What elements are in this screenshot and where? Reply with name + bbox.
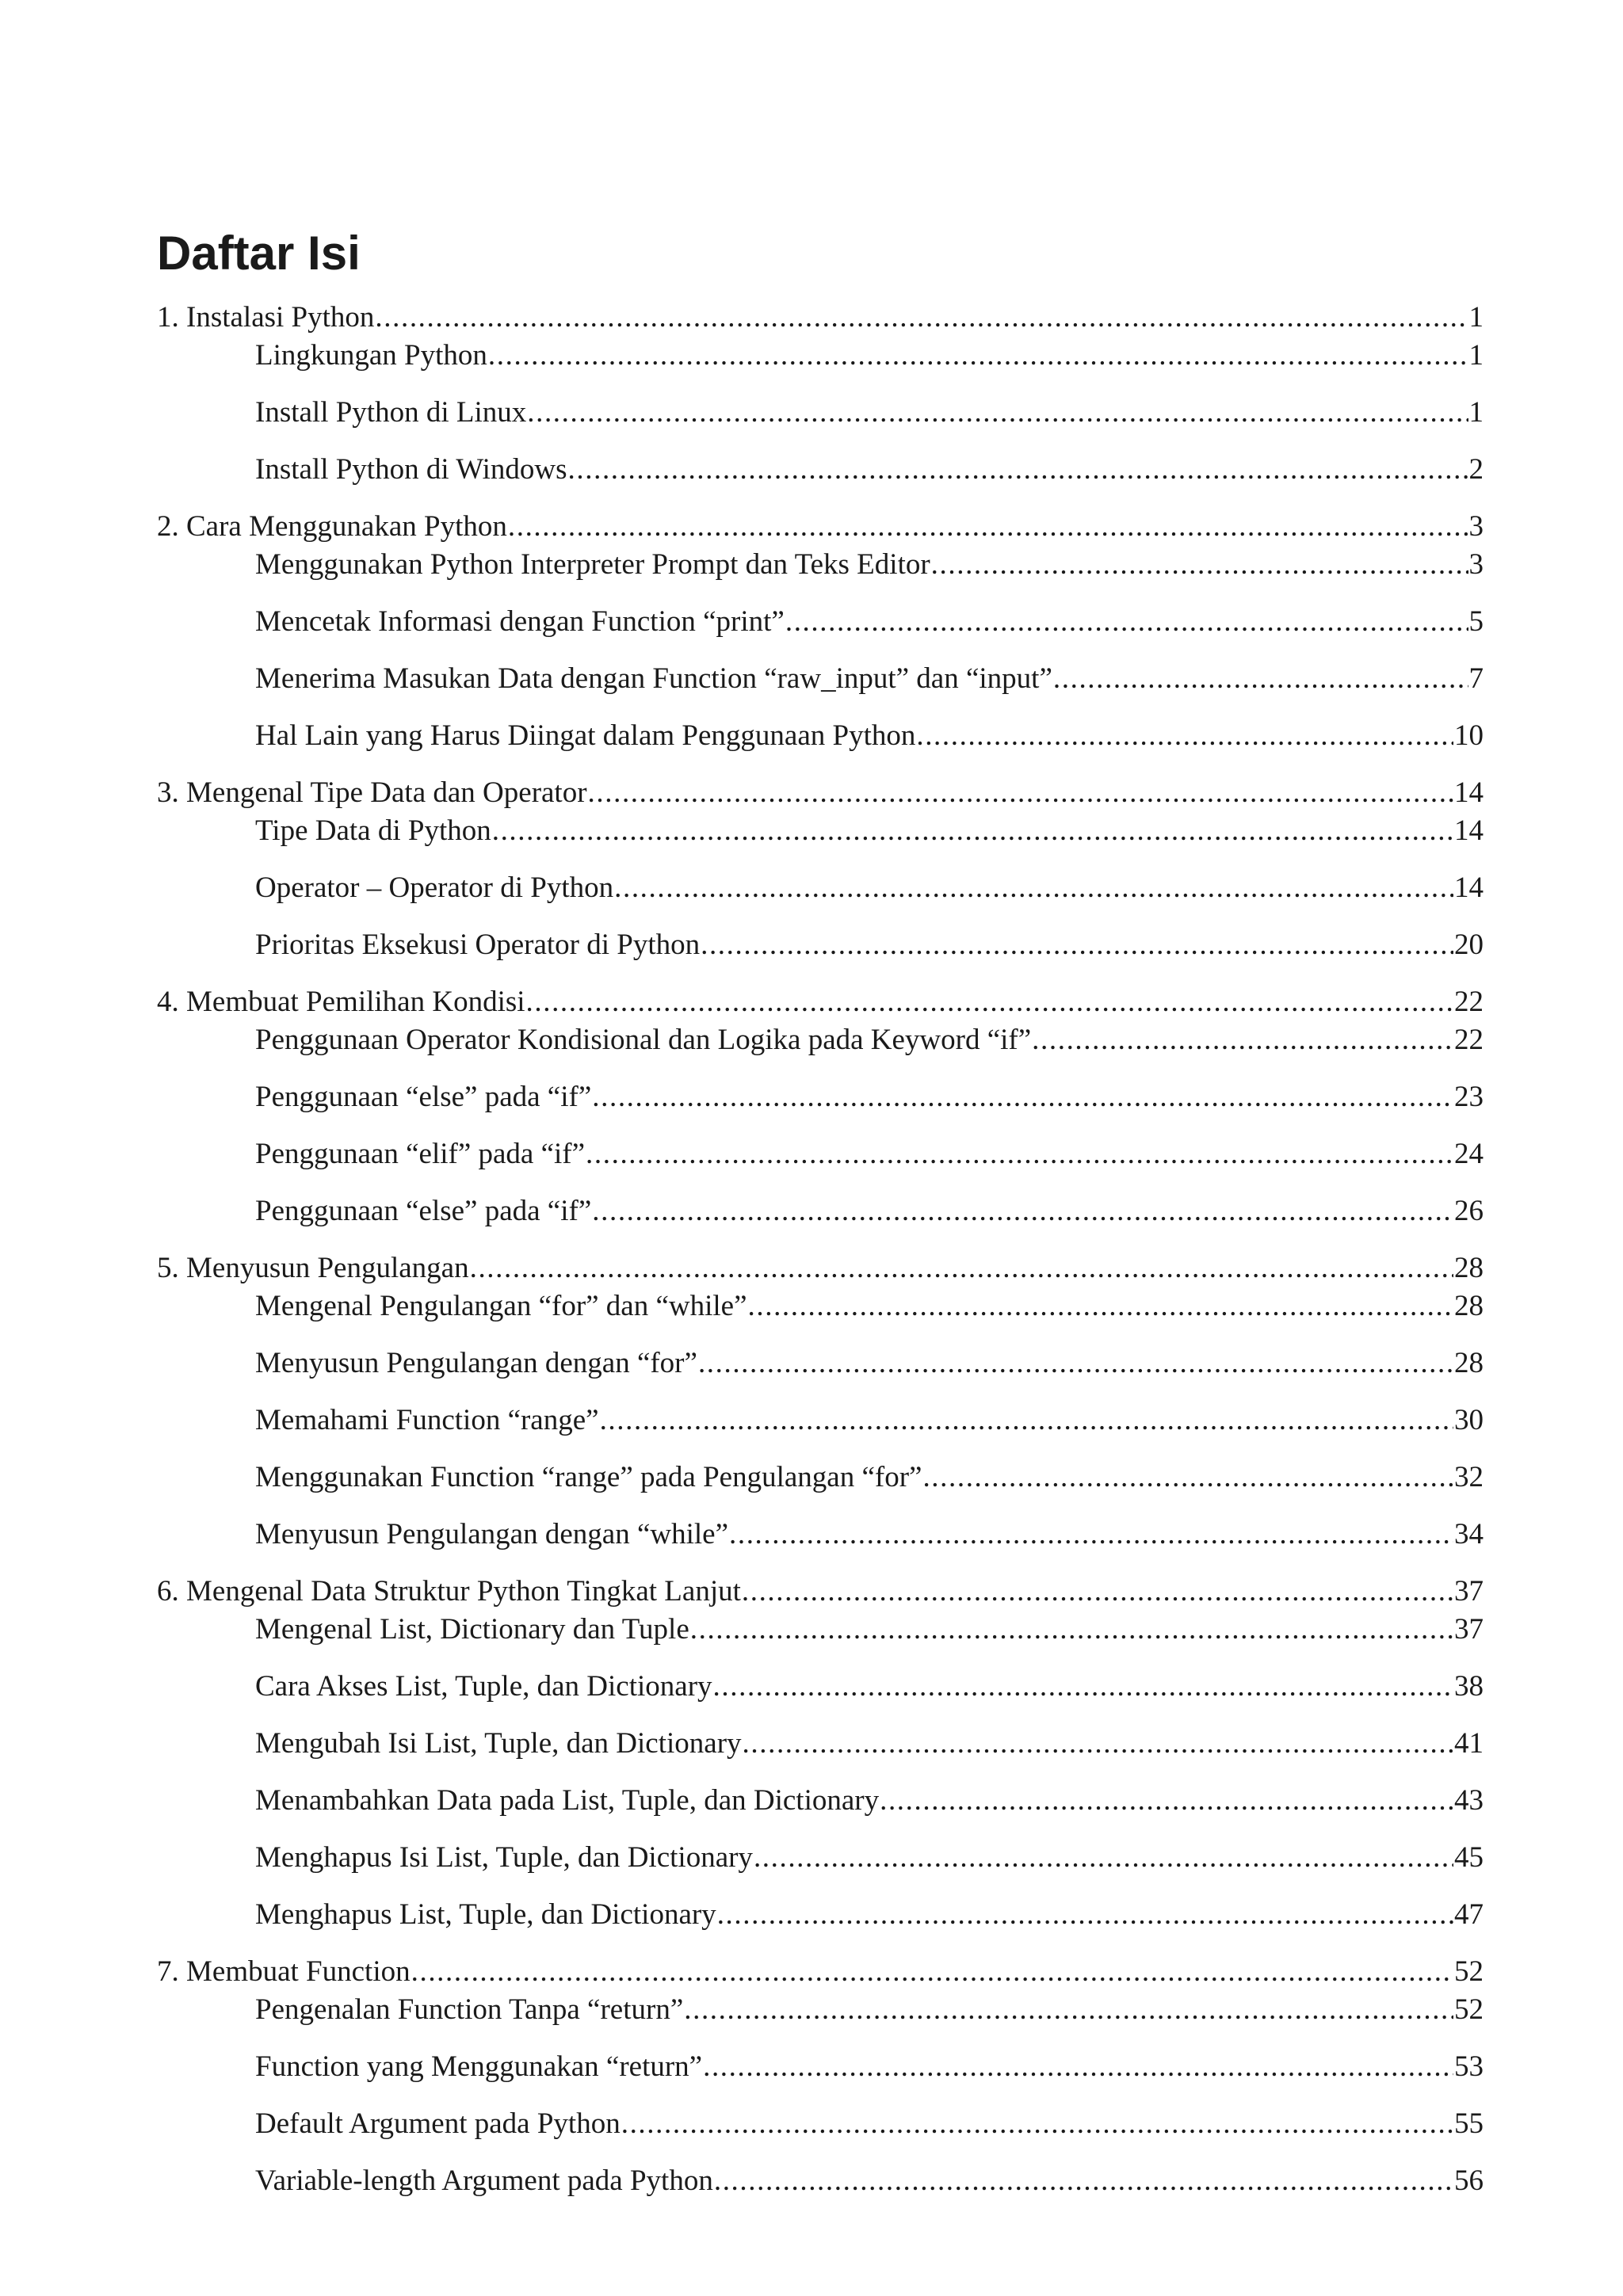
- toc-section-entry[interactable]: [255, 338, 1484, 374]
- dot-leader: [375, 299, 1468, 336]
- toc-section-entry[interactable]: [255, 1193, 1484, 1230]
- toc-section-entry[interactable]: [255, 2106, 1484, 2142]
- toc-section-entry[interactable]: [255, 452, 1484, 488]
- toc-section-entry[interactable]: [255, 547, 1484, 583]
- toc-page-number: 43: [1454, 1784, 1484, 1817]
- toc-page-number: 26: [1454, 1195, 1484, 1227]
- toc-entry-label: Menerima Masukan Data dengan Function “raw_input” dan “input”: [255, 662, 1052, 695]
- toc-page-number: 37: [1454, 1613, 1484, 1646]
- dot-leader: [1032, 1022, 1453, 1058]
- toc-entry-label: Memahami Function “range”: [255, 1404, 599, 1436]
- toc-page-number: 22: [1454, 1024, 1484, 1056]
- dot-leader: [568, 452, 1468, 488]
- toc-section-entry[interactable]: [255, 1079, 1484, 1116]
- toc-section-entry[interactable]: [255, 604, 1484, 640]
- dot-leader: [411, 1954, 1453, 1990]
- toc-page-number: 56: [1454, 2164, 1484, 2197]
- toc-page-number: 14: [1454, 776, 1484, 809]
- toc-entry-label: Mengenal List, Dictionary dan Tuple: [255, 1613, 689, 1646]
- toc-section-entry[interactable]: [255, 1402, 1484, 1439]
- dot-leader: [614, 870, 1453, 906]
- dot-leader: [785, 604, 1468, 640]
- toc-entry-label: 7. Membuat Function: [157, 1955, 411, 1988]
- toc-chapter-entry[interactable]: [157, 775, 1484, 811]
- toc-chapter-entry[interactable]: [157, 1250, 1484, 1287]
- toc-entry-label: Mengenal Pengulangan “for” dan “while”: [255, 1290, 747, 1322]
- toc-entry-label: Menyusun Pengulangan dengan “for”: [255, 1347, 697, 1379]
- dot-leader: [742, 1573, 1453, 1610]
- toc-section-entry[interactable]: [255, 1840, 1484, 1876]
- toc-page-number: 1: [1468, 301, 1484, 334]
- toc-entry-label: Mengubah Isi List, Tuple, dan Dictionary: [255, 1727, 742, 1760]
- dot-leader: [592, 1079, 1453, 1116]
- toc-section-entry[interactable]: [255, 1459, 1484, 1496]
- toc-page-number: 53: [1454, 2050, 1484, 2083]
- toc-page-number: 7: [1468, 662, 1484, 695]
- dot-leader: [586, 1136, 1453, 1173]
- toc-section-entry[interactable]: [255, 1611, 1484, 1648]
- toc-section-entry[interactable]: [255, 1992, 1484, 2028]
- toc-entry-label: Hal Lain yang Harus Diingat dalam Penggunaan Python: [255, 719, 916, 752]
- toc-page-number: 14: [1454, 814, 1484, 847]
- toc-page-number: 38: [1454, 1670, 1484, 1703]
- toc-entry-label: Install Python di Windows: [255, 453, 567, 486]
- dot-leader: [1053, 661, 1468, 697]
- dot-leader: [684, 1992, 1453, 2028]
- toc-section-entry[interactable]: [255, 1288, 1484, 1325]
- toc-page-number: 34: [1454, 1518, 1484, 1550]
- toc-entry-label: 6. Mengenal Data Struktur Python Tingkat Lanjut: [157, 1575, 741, 1608]
- toc-entry-label: Function yang Menggunakan “return”: [255, 2050, 703, 2083]
- toc-page-number: 10: [1454, 719, 1484, 752]
- toc-section-entry[interactable]: [255, 1136, 1484, 1173]
- dot-leader: [588, 775, 1453, 811]
- dot-leader: [714, 2163, 1453, 2199]
- toc-entry-label: Cara Akses List, Tuple, dan Dictionary: [255, 1670, 712, 1703]
- toc-page-number: 28: [1454, 1347, 1484, 1379]
- dot-leader: [527, 395, 1468, 431]
- dot-leader: [880, 1783, 1453, 1819]
- toc-entry-label: Install Python di Linux: [255, 396, 527, 429]
- toc-entry-label: Pengenalan Function Tanpa “return”: [255, 1993, 684, 2026]
- dot-leader: [508, 509, 1468, 545]
- page-title: Daftar Isi: [157, 227, 361, 280]
- toc-entry-label: Operator – Operator di Python: [255, 871, 614, 904]
- toc-section-entry[interactable]: [255, 870, 1484, 906]
- toc-entry-label: Penggunaan “elif” pada “if”: [255, 1138, 586, 1170]
- toc-entry-label: 2. Cara Menggunakan Python: [157, 510, 507, 543]
- toc-page-number: 14: [1454, 871, 1484, 904]
- dot-leader: [492, 813, 1453, 849]
- toc-page-number: 3: [1468, 548, 1484, 581]
- toc-page-number: 1: [1468, 396, 1484, 429]
- toc-entry-label: Penggunaan “else” pada “if”: [255, 1081, 592, 1113]
- dot-leader: [754, 1840, 1453, 1876]
- toc-entry-label: Variable-length Argument pada Python: [255, 2164, 713, 2197]
- toc-section-entry[interactable]: [255, 1726, 1484, 1762]
- toc-chapter-entry[interactable]: [157, 1573, 1484, 1610]
- dot-leader: [621, 2106, 1453, 2142]
- dot-leader: [600, 1402, 1453, 1439]
- toc-page-number: 47: [1454, 1898, 1484, 1931]
- toc-page-number: 30: [1454, 1404, 1484, 1436]
- toc-chapter-entry[interactable]: [157, 984, 1484, 1020]
- dot-leader: [592, 1193, 1453, 1230]
- dot-leader: [690, 1611, 1453, 1648]
- toc-entry-label: 3. Mengenal Tipe Data dan Operator: [157, 776, 587, 809]
- toc-chapter-entry[interactable]: [157, 509, 1484, 545]
- toc-entry-label: Lingkungan Python: [255, 339, 487, 372]
- toc-page-number: 3: [1468, 510, 1484, 543]
- toc-section-entry[interactable]: [255, 927, 1484, 963]
- toc-section-entry[interactable]: [255, 1022, 1484, 1058]
- toc-section-entry[interactable]: [255, 1669, 1484, 1705]
- toc-page-number: 52: [1454, 1955, 1484, 1988]
- toc-section-entry[interactable]: [255, 2049, 1484, 2085]
- toc-page-number: 5: [1468, 605, 1484, 638]
- dot-leader: [729, 1516, 1453, 1553]
- dot-leader: [713, 1669, 1453, 1705]
- dot-leader: [701, 927, 1453, 963]
- toc-section-entry[interactable]: [255, 1516, 1484, 1553]
- dot-leader: [488, 338, 1468, 374]
- toc-entry-label: Penggunaan “else” pada “if”: [255, 1195, 592, 1227]
- toc-entry-label: 5. Menyusun Pengulangan: [157, 1252, 469, 1284]
- toc-page-number: 28: [1454, 1252, 1484, 1284]
- toc-entry-label: Prioritas Eksekusi Operator di Python: [255, 929, 701, 961]
- dot-leader: [470, 1250, 1453, 1287]
- toc-entry-label: Tipe Data di Python: [255, 814, 491, 847]
- toc-section-entry[interactable]: [255, 2163, 1484, 2199]
- dot-leader: [916, 718, 1453, 754]
- toc-entry-label: Menyusun Pengulangan dengan “while”: [255, 1518, 728, 1550]
- toc-page-number: 37: [1454, 1575, 1484, 1608]
- toc-entry-label: Menghapus Isi List, Tuple, dan Dictionary: [255, 1841, 753, 1874]
- dot-leader: [717, 1897, 1453, 1933]
- toc-entry-label: Penggunaan Operator Kondisional dan Logika pada Keyword “if”: [255, 1024, 1032, 1056]
- toc-page-number: 28: [1454, 1290, 1484, 1322]
- toc-chapter-entry[interactable]: [157, 299, 1484, 336]
- dot-leader: [526, 984, 1453, 1020]
- toc-section-entry[interactable]: [255, 1345, 1484, 1382]
- toc-section-entry[interactable]: [255, 813, 1484, 849]
- toc-page-number: 45: [1454, 1841, 1484, 1874]
- toc-section-entry[interactable]: [255, 1783, 1484, 1819]
- toc-entry-label: 1. Instalasi Python: [157, 301, 375, 334]
- toc-page-number: 1: [1468, 339, 1484, 372]
- toc-page-number: 23: [1454, 1081, 1484, 1113]
- dot-leader: [922, 1459, 1453, 1496]
- toc-page-number: 20: [1454, 929, 1484, 961]
- dot-leader: [698, 1345, 1453, 1382]
- dot-leader: [703, 2049, 1453, 2085]
- toc-entry-label: Menghapus List, Tuple, dan Dictionary: [255, 1898, 716, 1931]
- toc-entry-label: Default Argument pada Python: [255, 2107, 621, 2140]
- toc-page-number: 32: [1454, 1461, 1484, 1493]
- toc-page-number: 52: [1454, 1993, 1484, 2026]
- dot-leader: [931, 547, 1468, 583]
- toc-entry-label: Mencetak Informasi dengan Function “print”: [255, 605, 785, 638]
- toc-section-entry[interactable]: [255, 661, 1484, 697]
- toc-page-number: 2: [1468, 453, 1484, 486]
- toc-section-entry[interactable]: [255, 1897, 1484, 1933]
- toc-entry-label: 4. Membuat Pemilihan Kondisi: [157, 986, 525, 1018]
- toc-entry-label: Menambahkan Data pada List, Tuple, dan Dictionary: [255, 1784, 880, 1817]
- toc-section-entry[interactable]: [255, 718, 1484, 754]
- toc-chapter-entry[interactable]: [157, 1954, 1484, 1990]
- dot-leader: [748, 1288, 1453, 1325]
- toc-page-number: 22: [1454, 986, 1484, 1018]
- dot-leader: [743, 1726, 1453, 1762]
- toc-page-number: 55: [1454, 2107, 1484, 2140]
- toc-section-entry[interactable]: [255, 395, 1484, 431]
- toc-page-number: 41: [1454, 1727, 1484, 1760]
- toc-page-number: 24: [1454, 1138, 1484, 1170]
- toc-entry-label: Menggunakan Function “range” pada Pengulangan “for”: [255, 1461, 922, 1493]
- toc-entry-label: Menggunakan Python Interpreter Prompt dan Teks Editor: [255, 548, 930, 581]
